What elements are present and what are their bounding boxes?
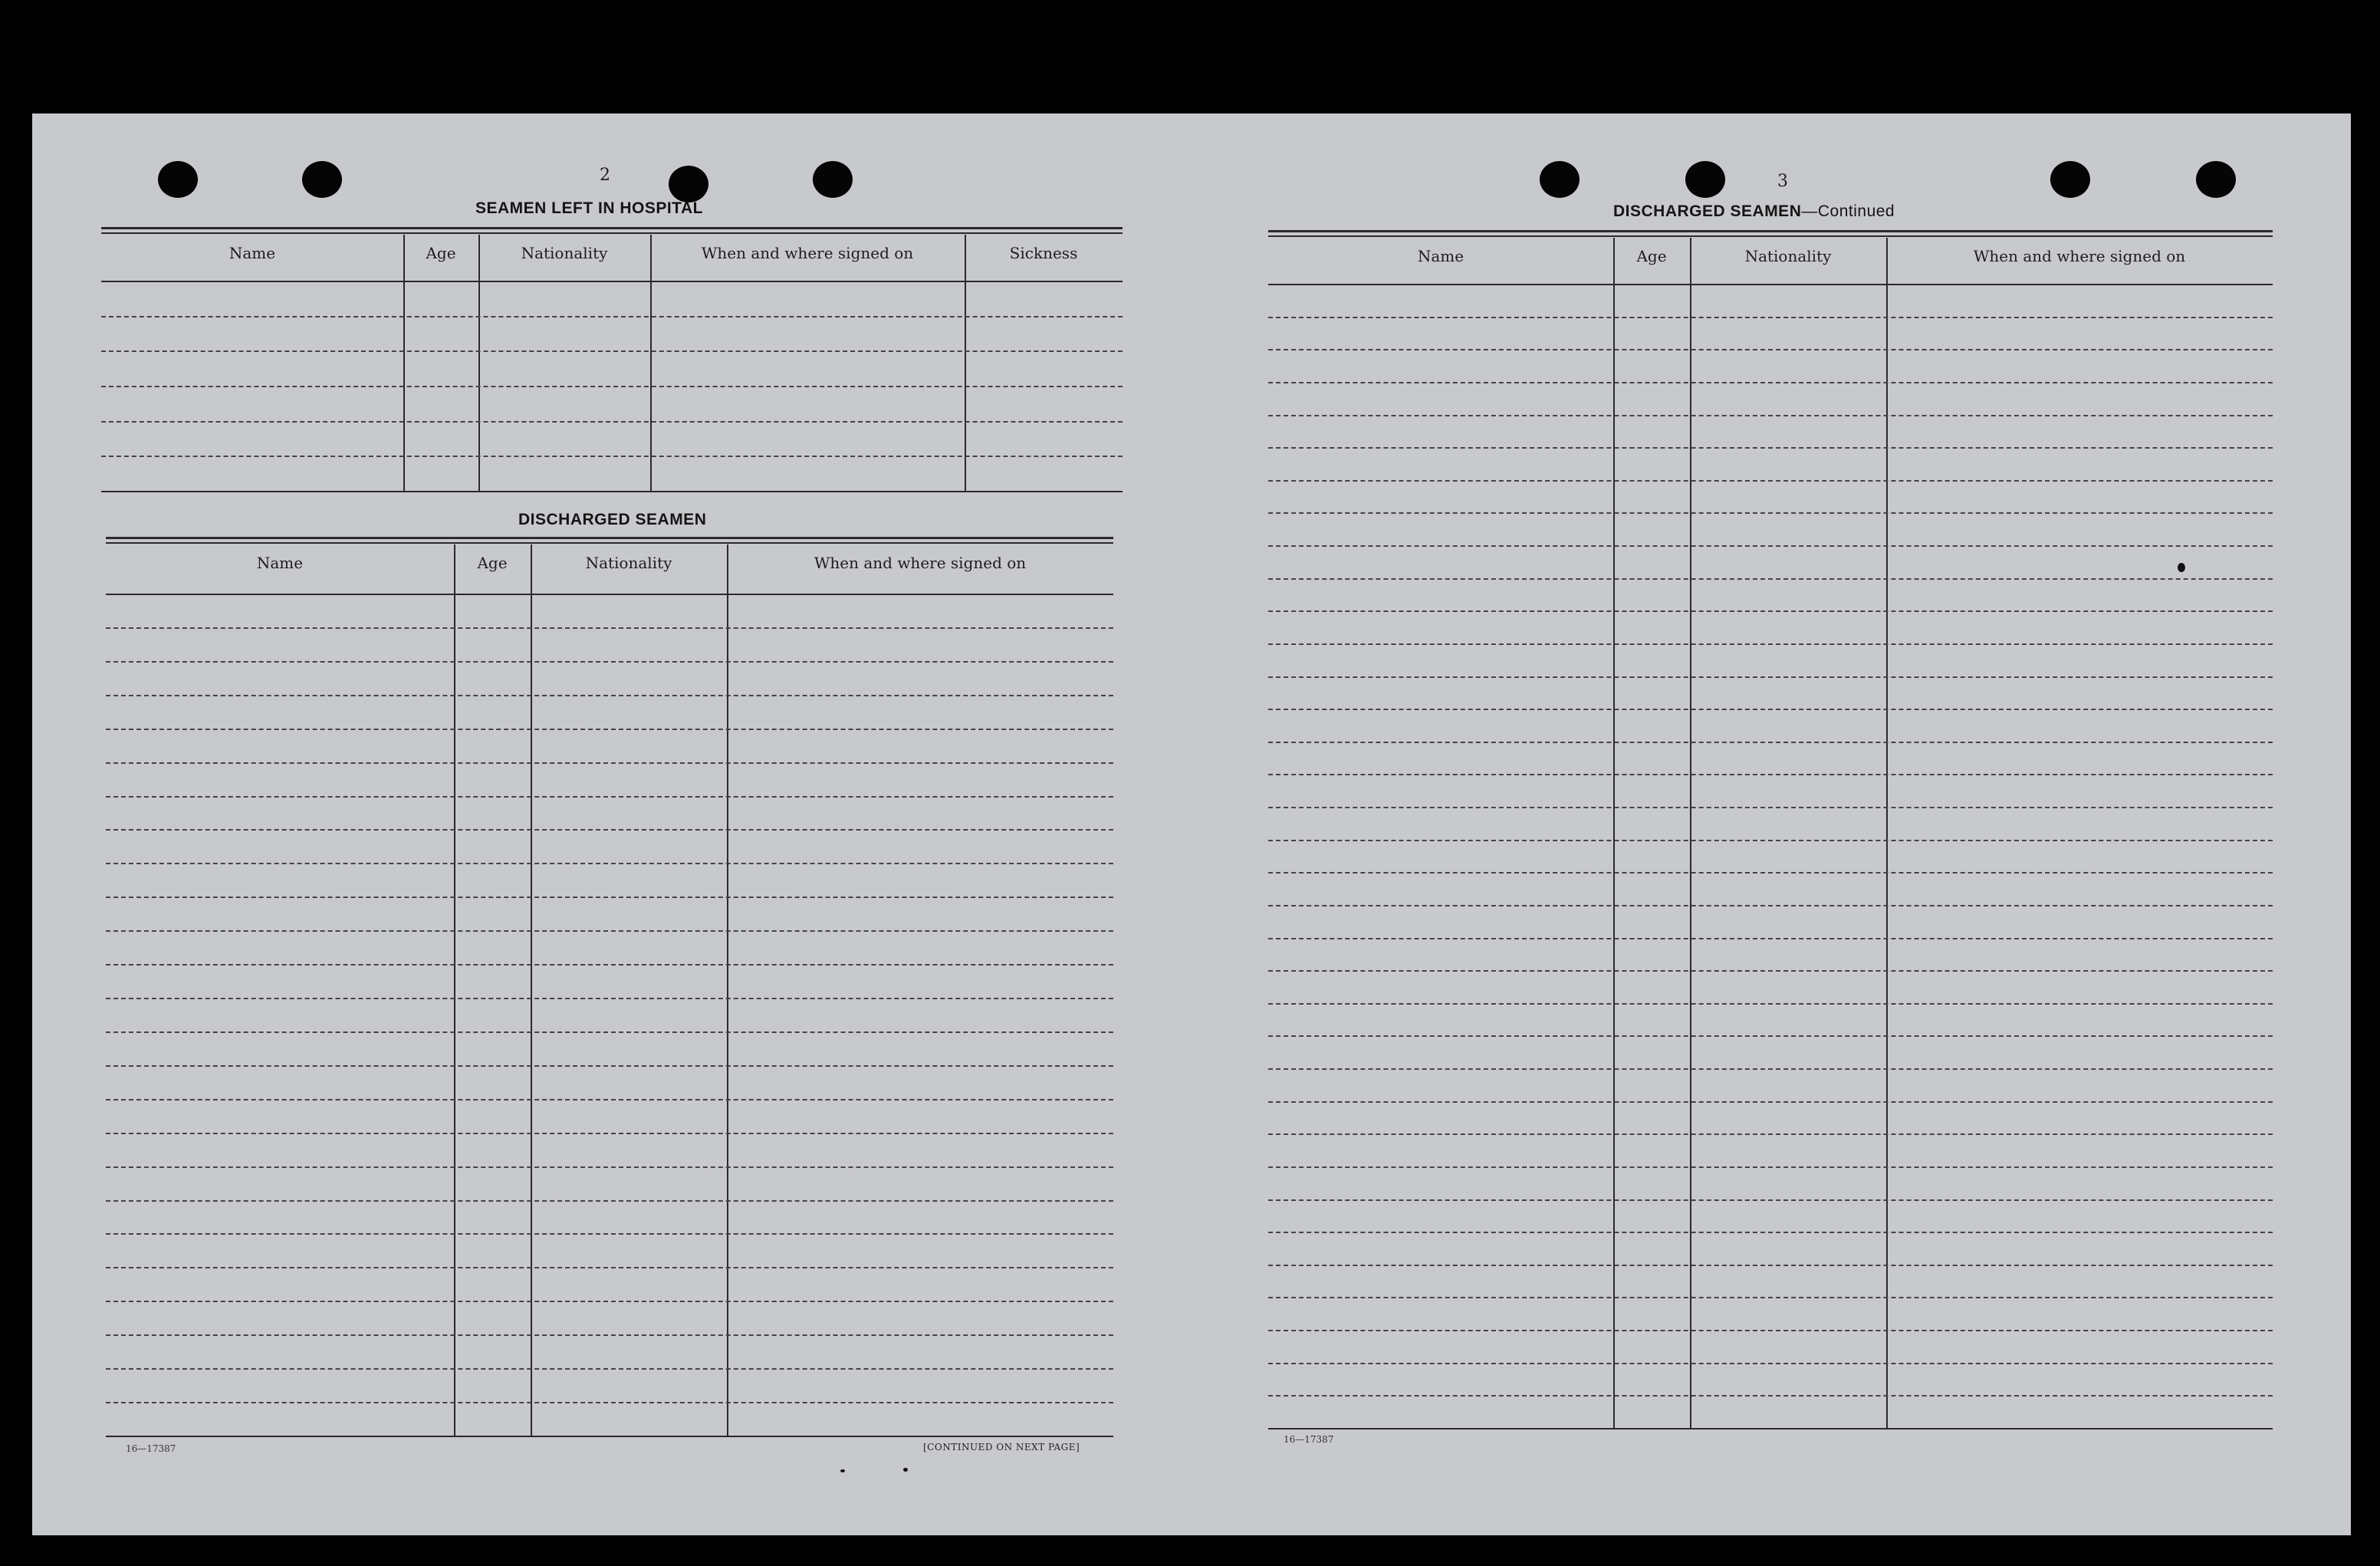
table-row: [1268, 1003, 2273, 1005]
section-title-discharged: DISCHARGED SEAMEN: [518, 511, 707, 528]
section-title-discharged-continued: [1613, 202, 1895, 221]
binder-hole: [669, 166, 708, 202]
header-rule: [1268, 284, 2273, 285]
section-title-text: DISCHARGED SEAMEN: [1613, 202, 1802, 220]
table-row: [1268, 610, 2273, 612]
table-row: [1268, 840, 2273, 841]
table-top-rule: [101, 227, 1123, 229]
table-row: [106, 897, 1113, 898]
table-row: [106, 695, 1113, 696]
table-row: [1268, 415, 2273, 416]
table-row: [101, 456, 1123, 457]
table-row: [1268, 1330, 2273, 1331]
table-row: [106, 1402, 1113, 1403]
table-row: [106, 1368, 1113, 1370]
table-row: [1268, 1035, 2273, 1037]
binder-hole: [813, 161, 853, 198]
table-row: [1268, 1199, 2273, 1201]
form-number: 16—17387: [126, 1443, 176, 1454]
table-row: [1268, 742, 2273, 743]
table-row: [106, 964, 1113, 966]
table-row: [106, 1133, 1113, 1134]
table-row: [1268, 643, 2273, 645]
table-bottom-rule: [106, 1436, 1113, 1437]
column-divider: [403, 235, 405, 491]
form-sheet: [32, 114, 2351, 1535]
form-number: 16—17387: [1284, 1434, 1334, 1445]
table-row: [1268, 1101, 2273, 1103]
column-divider: [650, 235, 652, 491]
table-row: [1268, 1363, 2273, 1364]
table-top-rule: [101, 232, 1123, 234]
column-header: When and where signed on: [1973, 247, 2186, 265]
table-top-rule: [106, 537, 1113, 539]
table-bottom-rule: [101, 491, 1123, 492]
binder-hole: [1685, 161, 1725, 198]
table-row: [106, 1065, 1113, 1067]
table-row: [106, 829, 1113, 831]
page-number: 2: [600, 166, 610, 185]
table-row: [1268, 709, 2273, 710]
table-row: [1268, 480, 2273, 482]
section-title-suffix: —Continued: [1801, 202, 1895, 220]
column-header: Sickness: [1009, 244, 1078, 262]
table-row: [1268, 1395, 2273, 1397]
table-row: [1268, 807, 2273, 808]
column-header: Nationality: [585, 554, 672, 572]
table-row: [101, 316, 1123, 317]
table-row: [1268, 872, 2273, 873]
ink-speck: [2178, 563, 2185, 572]
section-title-hospital: SEAMEN LEFT IN HOSPITAL: [475, 199, 703, 217]
binder-hole: [302, 161, 342, 198]
table-bottom-rule: [1268, 1428, 2273, 1429]
table-row: [1268, 512, 2273, 514]
table-row: [106, 1099, 1113, 1100]
binder-hole: [158, 161, 198, 198]
column-divider: [1886, 238, 1888, 1428]
column-divider: [965, 235, 966, 491]
table-row: [1268, 905, 2273, 906]
table-row: [1268, 1133, 2273, 1135]
table-row: [1268, 1166, 2273, 1168]
column-divider: [1613, 238, 1615, 1428]
table-row: [1268, 578, 2273, 580]
table-row: [106, 1301, 1113, 1302]
binder-hole: [1540, 161, 1580, 198]
table-row: [106, 1031, 1113, 1033]
table-row: [106, 762, 1113, 764]
table-row: [106, 998, 1113, 999]
table-row: [106, 661, 1113, 663]
column-header: Name: [1417, 247, 1464, 265]
table-row: [1268, 676, 2273, 678]
table-row: [1268, 1297, 2273, 1298]
table-row: [1268, 447, 2273, 449]
table-row: [1268, 349, 2273, 350]
binder-hole: [2050, 161, 2090, 198]
table-row: [106, 1166, 1113, 1168]
column-header: When and where signed on: [701, 244, 914, 262]
table-row: [1268, 1068, 2273, 1070]
ink-speck: [903, 1468, 908, 1472]
header-rule: [106, 594, 1113, 595]
table-row: [101, 421, 1123, 423]
table-row: [1268, 1265, 2273, 1266]
table-top-rule: [106, 542, 1113, 544]
table-row: [101, 350, 1123, 352]
table-row: [1268, 545, 2273, 547]
continued-note: [CONTINUED ON NEXT PAGE]: [923, 1442, 1080, 1452]
table-row: [1268, 774, 2273, 775]
table-top-rule: [1268, 235, 2273, 237]
table-row: [106, 1334, 1113, 1336]
column-header: Nationality: [521, 244, 608, 262]
column-header: Age: [426, 244, 456, 262]
ink-speck: [840, 1469, 845, 1472]
table-row: [106, 729, 1113, 730]
table-top-rule: [1268, 230, 2273, 232]
table-row: [101, 386, 1123, 387]
column-header: Name: [228, 244, 276, 262]
table-row: [106, 863, 1113, 864]
table-row: [1268, 382, 2273, 383]
table-row: [106, 1200, 1113, 1202]
column-header: When and where signed on: [814, 554, 1027, 572]
table-row: [1268, 938, 2273, 939]
table-row: [106, 1267, 1113, 1268]
table-row: [1268, 970, 2273, 972]
table-row: [1268, 317, 2273, 318]
header-rule: [101, 281, 1123, 282]
column-divider: [1690, 238, 1691, 1428]
table-row: [106, 930, 1113, 932]
page-number: 3: [1777, 172, 1788, 191]
table-row: [106, 1233, 1113, 1235]
column-header: Age: [1636, 247, 1667, 265]
table-row: [106, 627, 1113, 629]
table-row: [1268, 1232, 2273, 1233]
binder-hole: [2196, 161, 2236, 198]
column-header: Name: [256, 554, 304, 572]
table-row: [106, 796, 1113, 798]
column-divider: [478, 235, 480, 491]
column-header: Nationality: [1744, 247, 1832, 265]
column-header: Age: [477, 554, 508, 572]
